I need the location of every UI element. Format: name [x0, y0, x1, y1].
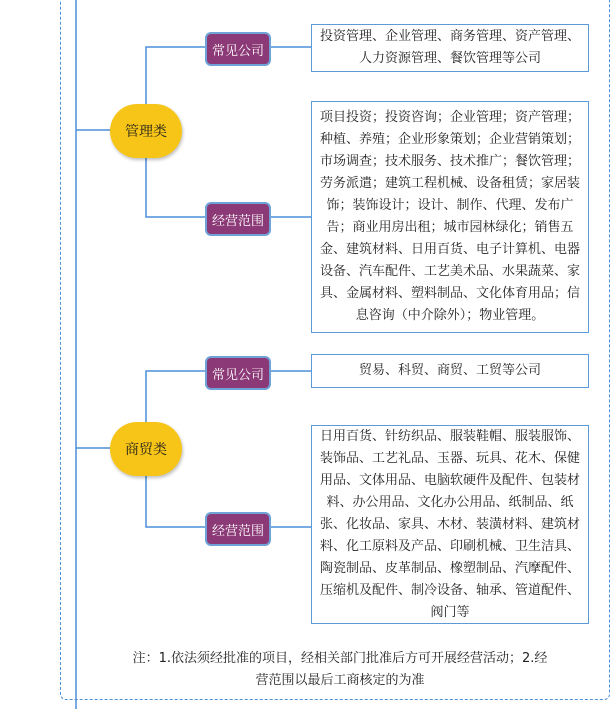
- business-scope-text: 日用百货、针纺织品、服装鞋帽、服装服饰、装饰品、工艺礼品、玉器、玩具、花木、保健用品、文体用品、电脑软硬件及配件、包装材料、办公用品、文化办公用品、纸制品、纸张、化妆品、家具、木材、装潢材料、建筑材料、化工原料及产品、印刷机械、卫生洁具、陶瓷制品、皮革制品、橡塑制品、汽摩配件、压缩机及配件、制冷设备、轴承、管道配件、阀门等: [320, 428, 581, 620]
- business-scope-tag: 经营范围: [205, 512, 271, 546]
- common-companies-box: [311, 354, 589, 388]
- business-scope-tag: 经营范围: [205, 202, 271, 236]
- common-companies-tag: 常见公司: [205, 32, 271, 66]
- common-companies-text: 贸易、科贸、商贸、工贸等公司: [358, 363, 541, 378]
- business-scope-box: [311, 425, 589, 624]
- category-node-management: 管理类: [110, 104, 182, 158]
- common-companies-tag: 常见公司: [205, 356, 271, 390]
- common-companies-text: 投资管理、企业管理、商务管理、资产管理、人力资源管理、餐饮管理等公司: [320, 29, 581, 66]
- business-scope-box: [311, 101, 589, 333]
- footnote: 注：1.依法须经批准的项目，经相关部门批准后方可开展经营活动；2.经营范围以最后工商核定的为准: [132, 651, 548, 688]
- category-node-trade: 商贸类: [110, 422, 182, 476]
- business-scope-text: 项目投资；投资咨询；企业管理；资产管理；种植、养殖；企业形象策划；企业营销策划；市场调查；技术服务、技术推广；餐饮管理；劳务派遣；建筑工程机械、设备租赁；家居装饰；装饰设计；设计、制作、代理、发布广告；商业用房出租；城市园林绿化；销售五金、建筑材料、日用百货、电子计算机、电器设备、汽车配件、工艺美术品、水果蔬菜、家具、金属材料、塑料制品、文化体育用品；信息咨询（中介除外）；物业管理。: [320, 110, 581, 323]
- common-companies-box: [311, 24, 589, 72]
